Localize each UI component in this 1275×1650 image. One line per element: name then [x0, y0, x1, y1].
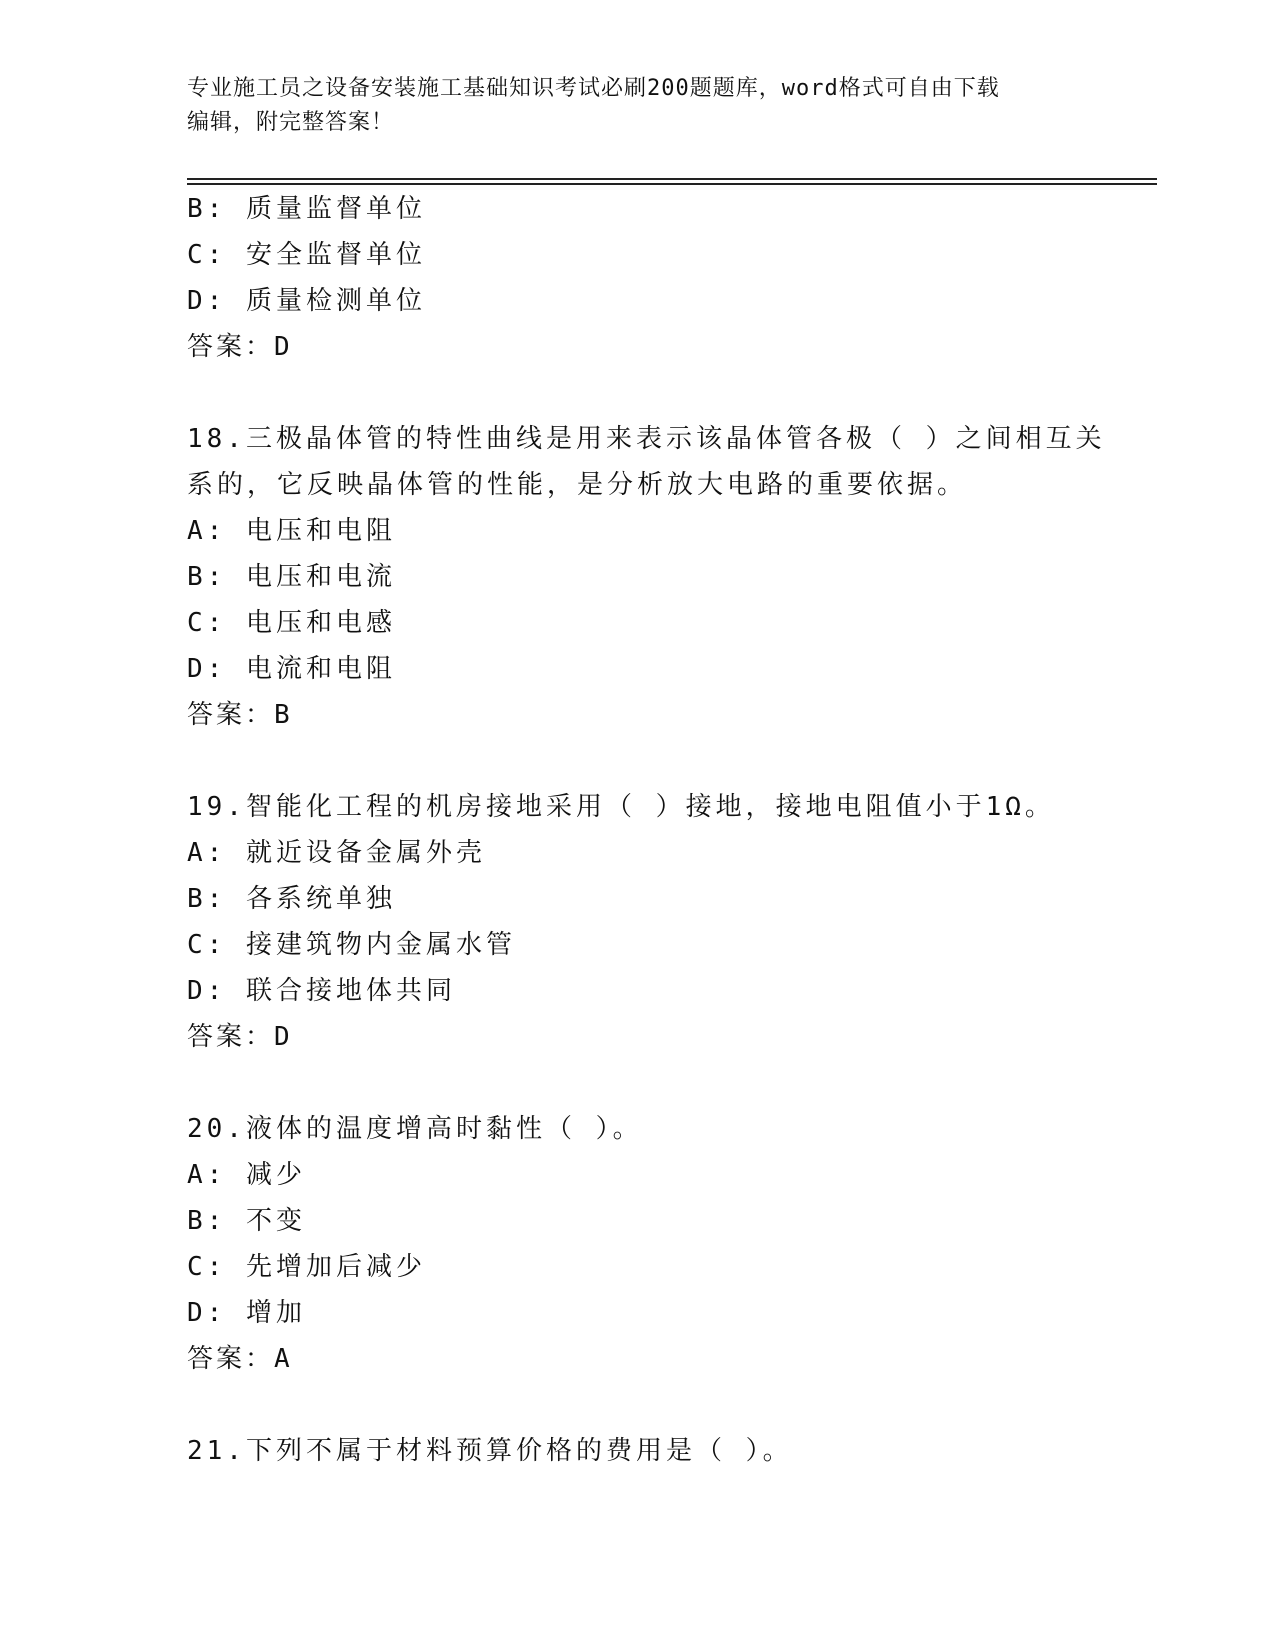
option-c: C: 先增加后减少	[187, 1252, 426, 1282]
header-line-1: 专业施工员之设备安装施工基础知识考试必刷200题题库，word格式可自由下载	[187, 76, 1000, 101]
question-list	[187, 186, 1106, 1474]
question-18	[187, 416, 1106, 738]
question-17-tail	[187, 186, 1087, 370]
question-19	[187, 784, 1087, 1060]
option-d: D: 增加	[187, 1298, 306, 1328]
option-d: D: 质量检测单位	[187, 286, 426, 316]
document-header	[187, 72, 1087, 140]
header-divider-top	[187, 178, 1157, 180]
option-d: D: 电流和电阻	[187, 654, 396, 684]
answer: 答案：D	[187, 1022, 293, 1052]
option-b: B: 质量监督单位	[187, 194, 426, 224]
question-text: 19.智能化工程的机房接地采用（ ）接地，接地电阻值小于1Ω。	[187, 792, 1055, 822]
question-text: 20.液体的温度增高时黏性（ ）。	[187, 1114, 643, 1144]
header-divider-bottom	[187, 183, 1157, 185]
header-line-2: 编辑，附完整答案！	[187, 110, 395, 135]
option-a: A: 减少	[187, 1160, 306, 1190]
option-c: C: 电压和电感	[187, 608, 396, 638]
option-a: A: 电压和电阻	[187, 516, 396, 546]
option-c: C: 安全监督单位	[187, 240, 426, 270]
option-a: A: 就近设备金属外壳	[187, 838, 486, 868]
option-d: D: 联合接地体共同	[187, 976, 456, 1006]
answer: 答案：A	[187, 1344, 293, 1374]
answer: 答案：D	[187, 332, 293, 362]
option-b: B: 各系统单独	[187, 884, 396, 914]
question-text: 18.三极晶体管的特性曲线是用来表示该晶体管各极（ ）之间相互关	[187, 424, 1106, 454]
answer: 答案：B	[187, 700, 293, 730]
option-b: B: 电压和电流	[187, 562, 396, 592]
question-20	[187, 1106, 1087, 1382]
question-text-cont: 系的，它反映晶体管的性能，是分析放大电路的重要依据。	[187, 470, 968, 500]
question-21	[187, 1428, 1087, 1474]
option-c: C: 接建筑物内金属水管	[187, 930, 516, 960]
option-b: B: 不变	[187, 1206, 306, 1236]
question-text: 21.下列不属于材料预算价格的费用是（ ）。	[187, 1436, 793, 1466]
